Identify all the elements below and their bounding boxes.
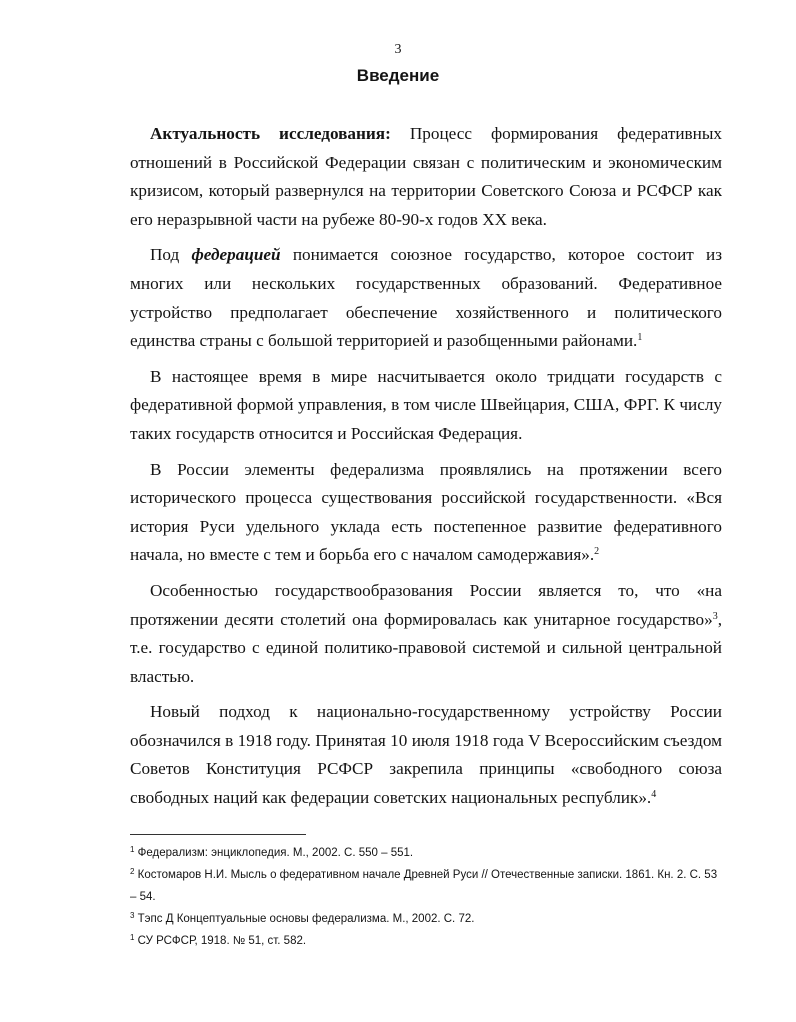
footnote-mark: 1 bbox=[130, 845, 135, 854]
document-body bbox=[130, 120, 722, 820]
footnote-ref-1[interactable]: 1 bbox=[637, 332, 643, 344]
footnote-text: СУ РСФСР, 1918. № 51, ст. 582. bbox=[137, 935, 307, 947]
footnote-text: Тэпс Д Концептуальные основы федерализма. М., 2002. С. 72. bbox=[137, 913, 475, 925]
page-number: 3 bbox=[394, 42, 402, 57]
paragraph-russia-federalism bbox=[130, 456, 722, 570]
term-federation: федерацией bbox=[191, 245, 281, 265]
paragraph-state-formation bbox=[130, 577, 722, 691]
paragraph-new-approach bbox=[130, 698, 722, 812]
footnote-text: Костомаров Н.И. Мысль о федеративном начале Древней Руси // Отечественные записки. 1861. Кн. 2. С. 53 – 54. bbox=[130, 869, 718, 903]
p2-post: понимается союзное государство, которое состоит из многих или нескольких государственных образований. Федеративное устройство предполагает обеспечение хозяйственного и политического единства страны с большой территорией и разобщенными районами. bbox=[130, 245, 722, 351]
relevance-label: Актуальность исследования: bbox=[150, 124, 391, 143]
p6-text: Новый подход к национально-государственному устройству России обозначился в 1918 году. Принятая 10 июля 1918 года V Всероссийским съездом Советов Конституция РСФСР закрепила принципы «свободного союза свободных наций как федерации советских национальных республик». bbox=[130, 702, 722, 808]
footnote-divider bbox=[130, 834, 306, 835]
footnote-ref-4[interactable]: 4 bbox=[651, 789, 657, 801]
relevance-text: Процесс формирования федеративных отношений в Российской Федерации связан с политическим и экономическим кризисом, который развернулся на территории Советского Союза и РСФСР как его неразрывной части на рубеже 80-90-х годов XX века. bbox=[130, 124, 722, 229]
footnote-ref-3[interactable]: 3 bbox=[712, 610, 718, 622]
footnotes bbox=[130, 842, 720, 952]
footnote-mark: 3 bbox=[130, 911, 135, 920]
paragraph-federations-count: В настоящее время в мире насчитывается около тридцати государств с федеративной формой управления, в том числе Швейцария, США, ФРГ. К числу таких государств относится и Российская Федерация. bbox=[130, 366, 722, 443]
footnote-mark: 2 bbox=[130, 867, 135, 876]
footnote-item bbox=[130, 864, 720, 908]
p5-post: , т.е. государство с единой политико-правовой системой и сильной центральной властью. bbox=[130, 609, 722, 686]
page-title: Введение bbox=[356, 66, 440, 85]
footnote-mark: 1 bbox=[130, 933, 135, 942]
footnote-ref-2[interactable]: 2 bbox=[594, 546, 600, 558]
footnote-item bbox=[130, 908, 720, 930]
p2-pre: Под bbox=[150, 245, 192, 265]
paragraph-relevance bbox=[130, 120, 722, 234]
footnote-text: Федерализм: энциклопедия. М., 2002. С. 550 – 551. bbox=[137, 847, 414, 859]
footnote-item bbox=[130, 842, 720, 864]
p5-pre: Особенностью государствообразования России является то, что «на протяжении десяти столетий она формировалась как унитарное государство» bbox=[130, 580, 722, 629]
footnote-item bbox=[130, 930, 720, 952]
p4-text: В России элементы федерализма проявлялись на протяжении всего исторического процесса существования российской государственности. «Вся история Руси удельного уклада есть постепенное развитие федеративного начала, но вместе с тем и борьба его с началом самодержавия». bbox=[130, 459, 722, 565]
paragraph-federation-definition bbox=[130, 241, 722, 355]
